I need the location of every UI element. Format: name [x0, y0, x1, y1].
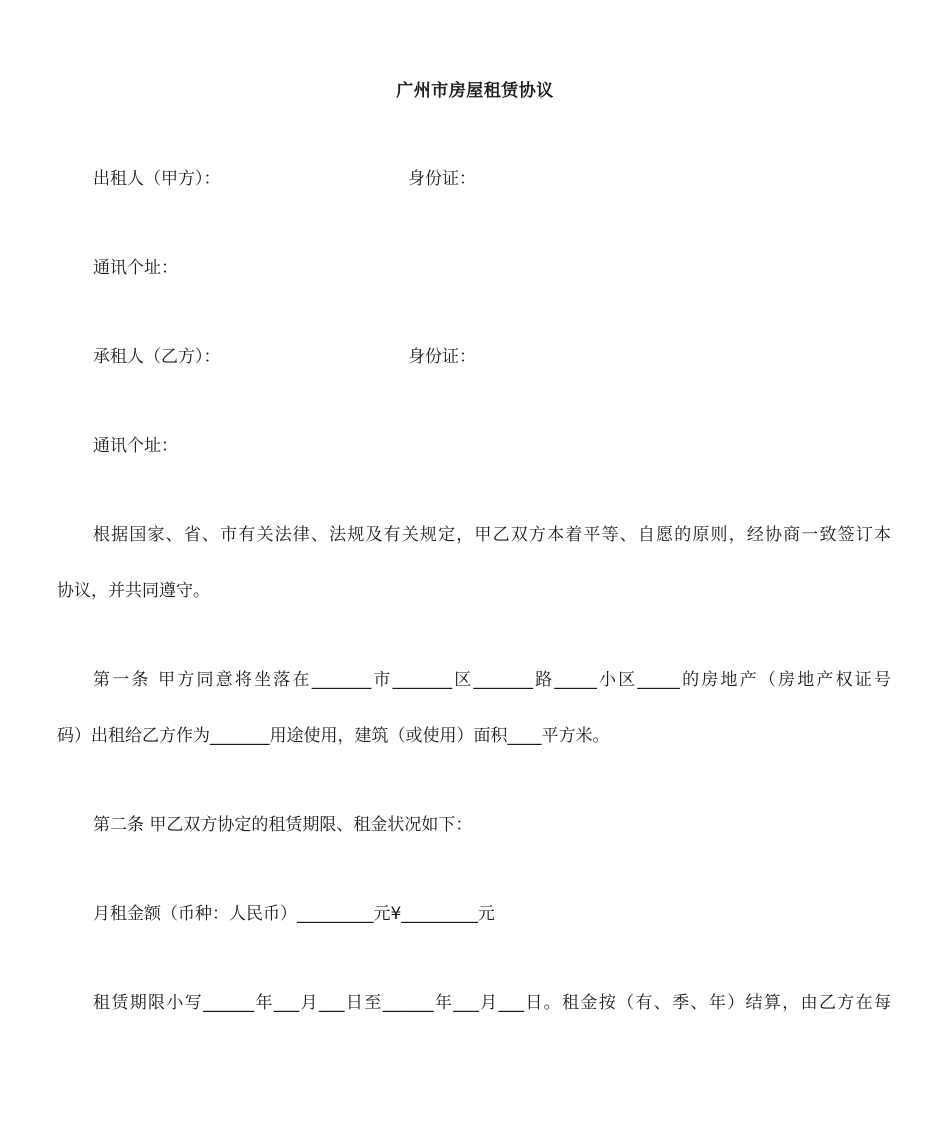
preamble-line-1: 根据国家、省、市有关法律、法规及有关规定，甲乙双方本着平等、自愿的原则，经协商一致签订本 [93, 525, 891, 545]
article-2-heading: 第二条 甲乙双方协定的租赁期限、租金状况如下： [93, 815, 473, 835]
monthly-rent-line: 月租金额（币种：人民币）_________元¥_________元 [93, 904, 495, 924]
lessor-id-label: 身份证： [408, 169, 476, 189]
lessor-address-label: 通讯个址： [93, 258, 178, 278]
lessee-id-label: 身份证： [408, 347, 476, 367]
lessee-address-label: 通讯个址： [93, 436, 178, 456]
document-title: 广州市房屋租赁协议 [396, 81, 554, 101]
lease-term-line: 租赁期限小写______年___月___日至______年___月___日。租金按（有、季、年）结算，由乙方在每 [93, 993, 891, 1013]
article-1-line-1: 第一条 甲方同意将坐落在_______市_______区_______路_____小区_____的房地产（房地产权证号 [93, 670, 891, 690]
lessor-label: 出租人（甲方）： [93, 169, 221, 189]
article-1-line-2: 码）出租给乙方作为_______用途使用，建筑（或使用）面积____平方米。 [57, 726, 610, 746]
lessee-label: 承租人（乙方）： [93, 347, 221, 367]
preamble-line-2: 协议，并共同遵守。 [57, 581, 210, 601]
